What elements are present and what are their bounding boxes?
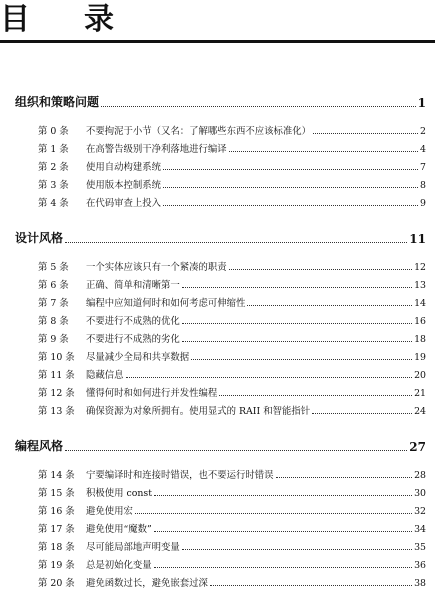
toc-section-heading[interactable] <box>0 92 435 110</box>
dot-leader <box>182 341 412 342</box>
item-page-number: 16 <box>414 316 426 327</box>
item-page-number: 18 <box>414 334 426 345</box>
dot-leader <box>182 323 412 324</box>
item-number: 第 20 条 <box>38 578 75 589</box>
toc-entry[interactable] <box>0 311 435 327</box>
item-title: 懂得何时和如何进行并发性编程 <box>86 388 218 399</box>
toc-item-list <box>0 121 435 209</box>
toc-section <box>0 92 435 209</box>
table-of-contents <box>0 92 435 591</box>
item-title: 不要进行不成熟的劣化 <box>86 334 180 345</box>
toc-entry[interactable] <box>0 275 435 291</box>
toc-entry[interactable] <box>0 175 435 191</box>
item-page-number: 21 <box>414 388 426 399</box>
dot-leader <box>219 395 412 396</box>
page-title: 目录 <box>0 2 168 37</box>
item-title: 一个实体应该只有一个紧凑的职责 <box>86 262 227 273</box>
toc-entry[interactable] <box>0 401 435 417</box>
item-page-number: 13 <box>414 280 426 291</box>
toc-entry[interactable] <box>0 257 435 273</box>
item-title: 不要拘泥于小节（又名：了解哪些东西不应该标准化） <box>86 126 312 137</box>
item-page-number: 4 <box>420 144 426 155</box>
item-title: 在高警告级别干净利落地进行编译 <box>86 144 227 155</box>
item-number: 第 18 条 <box>38 542 75 553</box>
item-number: 第 8 条 <box>38 316 69 327</box>
item-number: 第 9 条 <box>38 334 69 345</box>
item-number: 第 2 条 <box>38 162 69 173</box>
section-title: 组织和策略问题 <box>15 95 100 109</box>
toc-entry[interactable] <box>0 519 435 535</box>
dot-leader <box>163 205 418 206</box>
section-title: 设计风格 <box>15 231 64 245</box>
item-page-number: 14 <box>414 298 426 309</box>
item-title: 尽可能局部地声明变量 <box>86 542 180 553</box>
toc-section <box>0 436 435 589</box>
item-number: 第 10 条 <box>38 352 75 363</box>
item-title: 使用版本控制系统 <box>86 180 162 191</box>
section-page-number: 1 <box>417 96 426 110</box>
toc-section <box>0 228 435 417</box>
item-page-number: 34 <box>414 524 426 535</box>
dot-leader <box>126 377 413 378</box>
dot-leader <box>163 187 418 188</box>
dot-leader <box>154 495 412 496</box>
item-number: 第 14 条 <box>38 470 75 481</box>
item-number: 第 13 条 <box>38 406 75 417</box>
item-title: 总是初始化变量 <box>86 560 152 571</box>
item-title: 使用自动构建系统 <box>86 162 162 173</box>
item-page-number: 2 <box>420 126 426 137</box>
dot-leader <box>312 413 412 414</box>
item-page-number: 12 <box>414 262 426 273</box>
toc-entry[interactable] <box>0 293 435 309</box>
item-number: 第 4 条 <box>38 198 69 209</box>
section-page-number: 27 <box>409 440 426 454</box>
dot-leader <box>135 513 412 514</box>
item-page-number: 19 <box>414 352 426 363</box>
dot-leader <box>229 269 412 270</box>
item-page-number: 36 <box>414 560 426 571</box>
toc-item-list <box>0 465 435 589</box>
toc-entry[interactable] <box>0 465 435 481</box>
item-page-number: 20 <box>414 370 426 381</box>
item-number: 第 12 条 <box>38 388 75 399</box>
item-title: 避免使用宏 <box>86 506 133 517</box>
toc-entry[interactable] <box>0 347 435 363</box>
item-title: 宁要编译时和连接时错误，也不要运行时错误 <box>86 470 274 481</box>
section-title: 编程风格 <box>15 439 64 453</box>
toc-entry[interactable] <box>0 573 435 589</box>
item-page-number: 35 <box>414 542 426 553</box>
item-number: 第 16 条 <box>38 506 75 517</box>
item-page-number: 7 <box>420 162 426 173</box>
item-title: 避免函数过长，避免嵌套过深 <box>86 578 208 589</box>
toc-entry[interactable] <box>0 365 435 381</box>
dot-leader <box>154 567 412 568</box>
toc-entry[interactable] <box>0 139 435 155</box>
item-title: 编程中应知道何时和如何考虑可伸缩性 <box>86 298 246 309</box>
toc-entry[interactable] <box>0 483 435 499</box>
toc-entry[interactable] <box>0 501 435 517</box>
item-title: 尽量减少全局和共享数据 <box>86 352 190 363</box>
dot-leader <box>182 549 412 550</box>
item-number: 第 3 条 <box>38 180 69 191</box>
dot-leader <box>65 450 407 451</box>
item-page-number: 24 <box>414 406 426 417</box>
item-title: 积极使用 const <box>86 488 152 499</box>
dot-leader <box>191 359 412 360</box>
item-number: 第 1 条 <box>38 144 69 155</box>
item-page-number: 28 <box>414 470 426 481</box>
item-page-number: 32 <box>414 506 426 517</box>
item-page-number: 9 <box>420 198 426 209</box>
item-title: 正确、简单和清晰第一 <box>86 280 180 291</box>
dot-leader <box>229 151 418 152</box>
dot-leader <box>182 287 412 288</box>
item-page-number: 30 <box>414 488 426 499</box>
toc-item-list <box>0 257 435 417</box>
item-number: 第 11 条 <box>38 370 75 381</box>
item-title: 避免使用“魔数” <box>86 524 152 535</box>
dot-leader <box>101 106 416 107</box>
dot-leader <box>163 169 418 170</box>
title-divider <box>0 40 435 43</box>
item-title: 确保资源为对象所拥有。使用显式的 RAII 和智能指针 <box>86 406 311 417</box>
item-number: 第 6 条 <box>38 280 69 291</box>
item-title: 不要进行不成熟的优化 <box>86 316 180 327</box>
item-number: 第 7 条 <box>38 298 69 309</box>
item-number: 第 17 条 <box>38 524 75 535</box>
dot-leader <box>210 585 412 586</box>
toc-entry[interactable] <box>0 329 435 345</box>
toc-entry[interactable] <box>0 193 435 209</box>
toc-entry[interactable] <box>0 157 435 173</box>
item-number: 第 19 条 <box>38 560 75 571</box>
section-page-number: 11 <box>409 232 426 246</box>
toc-entry[interactable] <box>0 383 435 399</box>
toc-entry[interactable] <box>0 555 435 571</box>
dot-leader <box>154 531 412 532</box>
dot-leader <box>247 305 412 306</box>
dot-leader <box>276 477 413 478</box>
dot-leader <box>65 242 407 243</box>
toc-entry[interactable] <box>0 121 435 137</box>
item-number: 第 0 条 <box>38 126 69 137</box>
item-title: 隐藏信息 <box>86 370 124 381</box>
item-page-number: 38 <box>414 578 426 589</box>
item-title: 在代码审查上投入 <box>86 198 162 209</box>
item-page-number: 8 <box>420 180 426 191</box>
dot-leader <box>313 133 418 134</box>
item-number: 第 5 条 <box>38 262 69 273</box>
item-number: 第 15 条 <box>38 488 75 499</box>
toc-section-heading[interactable] <box>0 228 435 246</box>
toc-section-heading[interactable] <box>0 436 435 454</box>
toc-entry[interactable] <box>0 537 435 553</box>
